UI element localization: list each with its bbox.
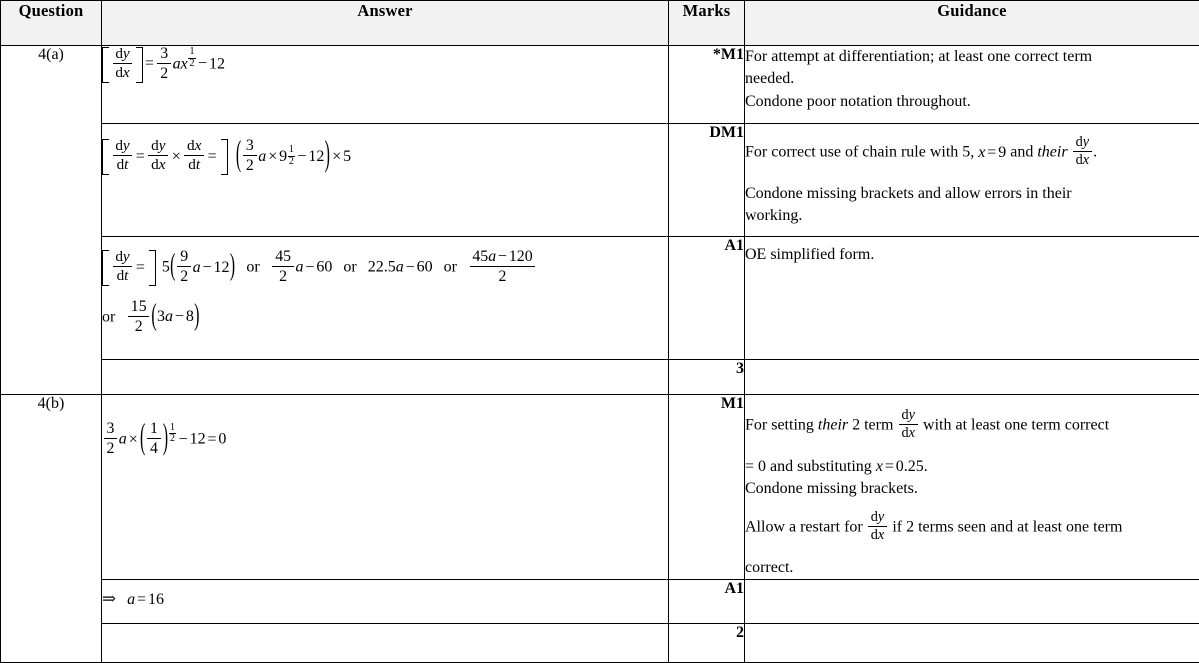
guidance-line-substituting: = 0 and substituting x = 0.25. <box>745 456 1199 477</box>
answer-cell-4a-total <box>102 360 669 395</box>
table-row <box>1 579 1199 623</box>
header-answer: Answer <box>102 1 669 46</box>
guidance-cell-4a-2 <box>745 124 1199 237</box>
guidance-line: Condone missing brackets. <box>745 478 1199 499</box>
guidance-text: with at least one term correct <box>919 417 1109 434</box>
table-row <box>1 237 1199 360</box>
header-question: Question <box>1 1 102 46</box>
math-expression-chain-rule: $\frac{dy}{dt}$ = $\frac{dy}{dx}$ × $\frac{dx}{dt}$ = ( $\frac{3}{2}$ a × 9 $\frac{1}{2}$ − 12 ) × 5 <box>102 138 351 175</box>
table-row-total <box>1 360 1199 395</box>
header-row <box>1 1 1199 46</box>
guidance-text: For setting <box>745 417 818 434</box>
math-expression-result-a: ⇒ a = 16 <box>102 591 164 608</box>
answer-cell-4a-3 <box>102 237 669 360</box>
guidance-text: and <box>1006 144 1037 161</box>
math-expression-substitution: $\frac{3}{2}$ a × ( $\frac{1}{4}$ ) $^{\frac{1}{2}}$ − 12 = 0 <box>102 421 226 459</box>
answer-cell-4a-2 <box>102 124 669 237</box>
question-label-4b: 4(b) <box>1 395 102 663</box>
guidance-line: Condone poor notation throughout. <box>745 91 1199 112</box>
guidance-emph-their: their <box>818 417 848 434</box>
table-row <box>1 46 1199 124</box>
answer-cell-4b-total <box>102 623 669 662</box>
header-marks: Marks <box>669 1 745 46</box>
marks-cell-4a-2: DM1 <box>669 124 745 237</box>
guidance-line: OE simplified form. <box>745 244 1199 265</box>
guidance-text: if 2 terms seen and at least one term <box>888 518 1122 535</box>
guidance-text: = 0 and substituting <box>745 458 876 475</box>
guidance-text: For correct use of chain rule with 5, <box>745 144 978 161</box>
header-guidance: Guidance <box>745 1 1199 46</box>
guidance-emph-their: their <box>1037 144 1067 161</box>
answer-cell-4a-1 <box>102 46 669 124</box>
answer-cell-4b-1 <box>102 395 669 580</box>
marks-cell-4a-3: A1 <box>669 237 745 360</box>
guidance-cell-4a-3 <box>745 237 1199 360</box>
marks-cell-4b-2: A1 <box>669 579 745 623</box>
guidance-line: correct. <box>745 557 1199 578</box>
table-body <box>1 46 1199 663</box>
guidance-line-restart: Allow a restart for $\frac{dy}{dx}$ if 2 terms seen and at least one term <box>745 511 1199 545</box>
guidance-line: working. <box>745 205 1199 226</box>
math-expression-alt-form: or $\frac{15}{2}$ ( 3 a − 8 ) <box>102 299 668 336</box>
table-row <box>1 124 1199 237</box>
guidance-line-setting: For setting their 2 term $\frac{dy}{dx}$ with at least one term correct <box>745 409 1199 443</box>
guidance-cell-4b-2 <box>745 579 1199 623</box>
marks-cell-4a-1: *M1 <box>669 46 745 124</box>
marks-total-4b: 2 <box>669 623 745 662</box>
guidance-line: needed. <box>745 68 1199 89</box>
marks-total-4a: 3 <box>669 360 745 395</box>
answer-cell-4b-2 <box>102 579 669 623</box>
guidance-cell-4b-total <box>745 623 1199 662</box>
guidance-text: . <box>924 458 928 475</box>
guidance-text: . <box>1093 144 1097 161</box>
math-expression-simplified-forms: $\frac{dy}{dt}$ = 5 ( $\frac{9}{2}$ a − 12 ) or $\frac{45}{2}$ a − 60 or 22.5a − 60 or $\frac{45a - 120}{2}$ <box>102 249 537 287</box>
guidance-line-chain: For correct use of chain rule with 5, x = 9 and their $\frac{dy}{dx}$ . <box>745 136 1199 170</box>
guidance-line: Condone missing brackets and allow errors in their <box>745 183 1199 204</box>
guidance-text: Allow a restart for <box>745 518 867 535</box>
guidance-cell-4b-1 <box>745 395 1199 580</box>
guidance-line: For attempt at differentiation; at least one correct term <box>745 46 1199 67</box>
question-label-4a: 4(a) <box>1 46 102 395</box>
marks-cell-4b-1: M1 <box>669 395 745 580</box>
table-row-total <box>1 623 1199 662</box>
math-expression-dydx-derivative: $\frac{dy}{dx}$ = $\frac{3}{2}$ ax $^{\frac{1}{2}}$ − 12 <box>102 46 225 83</box>
table-header <box>1 1 1199 46</box>
guidance-cell-4a-total <box>745 360 1199 395</box>
table-row <box>1 395 1199 580</box>
guidance-cell-4a-1 <box>745 46 1199 124</box>
guidance-text: 2 term <box>848 417 897 434</box>
